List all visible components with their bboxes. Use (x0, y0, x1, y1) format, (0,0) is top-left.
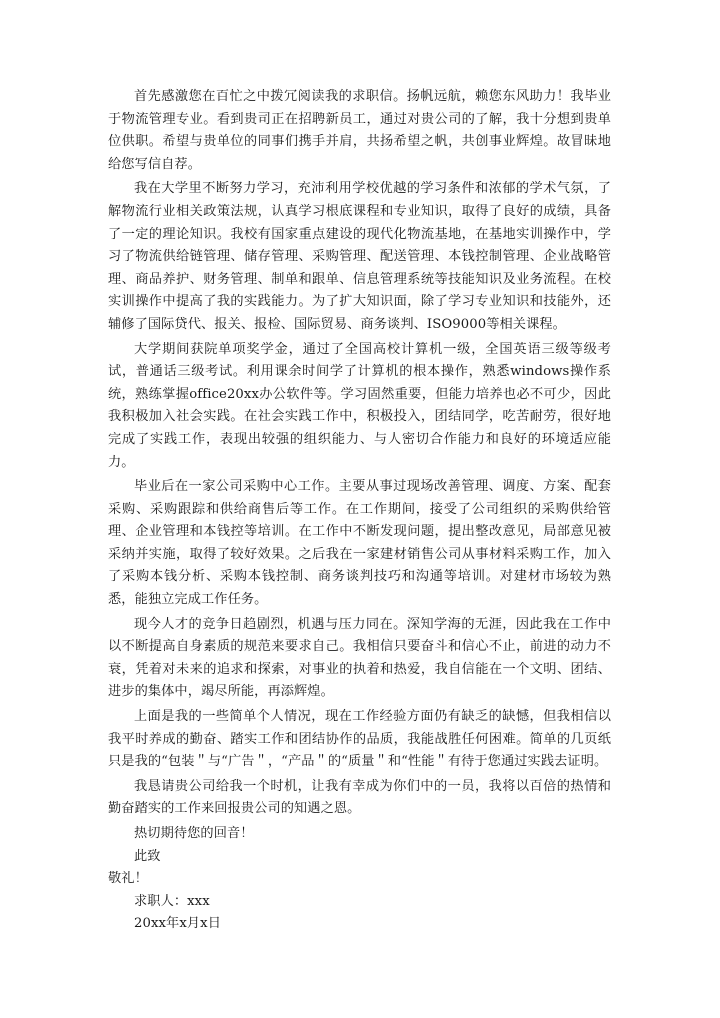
signature: 求职人：xxx (134, 893, 210, 909)
paragraph-intro: 首先感激您在百忙之中拨冗阅读我的求职信。扬帆远航，赖您东风助力！我毕业于物流管理专业。看到贵司正在招聘新员工，通过对贵公司的了解，我十分想到贵单位供职。希望与贵单位的同事们携手并肩，共扬希望之帆，共创事业辉煌。故冒昧地给您写信自荐。 (108, 89, 611, 172)
salutation-line-2: 敬礼！ (108, 871, 148, 887)
paragraph-study: 我在大学里不断努力学习，充沛利用学校优越的学习条件和浓郁的学术气氛，了解物流行业相关政策法规，认真学习根底课程和专业知识，取得了良好的成绩，具备了一定的理论知识。我校有国家重点建设的现代化物流基地，在基地实训操作中，学习了物流供给链管理、储存管理、采购管理、配送管理、本钱控制管理、企业战略管理、商品养护、财务管理、制单和跟单、信息管理系统等技能知识及业务流程。在校实训操作中提高了我的实践能力。为了扩大知识面，除了学习专业知识和技能外，还辅修了国际贷代、报关、报检、国际贸易、商务谈判、ISO9000等相关课程。 (108, 181, 611, 332)
paragraph-competition: 现今人才的竞争日趋剧烈，机遇与压力同在。深知学海的无涯，因此我在工作中以不断提高自身素质的规范来要求自己。我相信只要奋斗和信心不止，前进的动力不衰，凭着对未来的追求和探索，对事业的执着和热爱，我自信能在一个文明、团结、进步的集体中，竭尽所能，再添辉煌。 (108, 616, 611, 700)
closing-line: 热切期待您的回音！ (134, 826, 254, 841)
paragraph-awards: 大学期间获院单项奖学金，通过了全国高校计算机一级，全国英语三级等级考试，普通话三级考试。利用课余时间学了计算机的根本操作，熟悉windows操作系统，熟练掌握office20xx办公软件等。学习固然重要，但能力培养也必不可少，因此我积极加入社会实践。在社会实践工作中，积极投入，团结同学，吃苦耐劳，很好地完成了实践工作，表现出较强的组织能力、与人密切合作能力和良好的环境适应能力。 (108, 341, 611, 470)
date: 20xx年x月x日 (134, 916, 221, 932)
paragraph-request: 我恳请贵公司给我一个时机，让我有幸成为你们中的一员，我将以百倍的热情和勤奋踏实的工作来回报贵公司的知遇之恩。 (108, 778, 611, 817)
paragraph-work: 毕业后在一家公司采购中心工作。主要从事过现场改善管理、调度、方案、配套采购、采购跟踪和供给商售后等工作。在工作期间，接受了公司组织的采购供给管理、企业管理和本钱控等培训。在工作中不断发现问题，提出整改意见，局部意见被采纳并实施，取得了较好效果。之后我在一家建材销售公司从事材料采购工作，加入了采购本钱分析、采购本钱控制、商务谈判技巧和沟通等培训。对建材市场较为熟悉，能独立完成工作任务。 (108, 479, 611, 608)
letter-body (108, 86, 611, 936)
paragraph-summary: 上面是我的一些简单个人情况，现在工作经验方面仍有缺乏的缺憾，但我相信以我平时养成的勤奋、踏实工作和团结协作的品质，我能战胜任何困难。简单的几页纸只是我的“包装＂与“广告＂，“产品＂的“质量＂和“性能＂有待于您通过实践去证明。 (108, 709, 611, 770)
salutation-line-1: 此致 (134, 848, 161, 864)
